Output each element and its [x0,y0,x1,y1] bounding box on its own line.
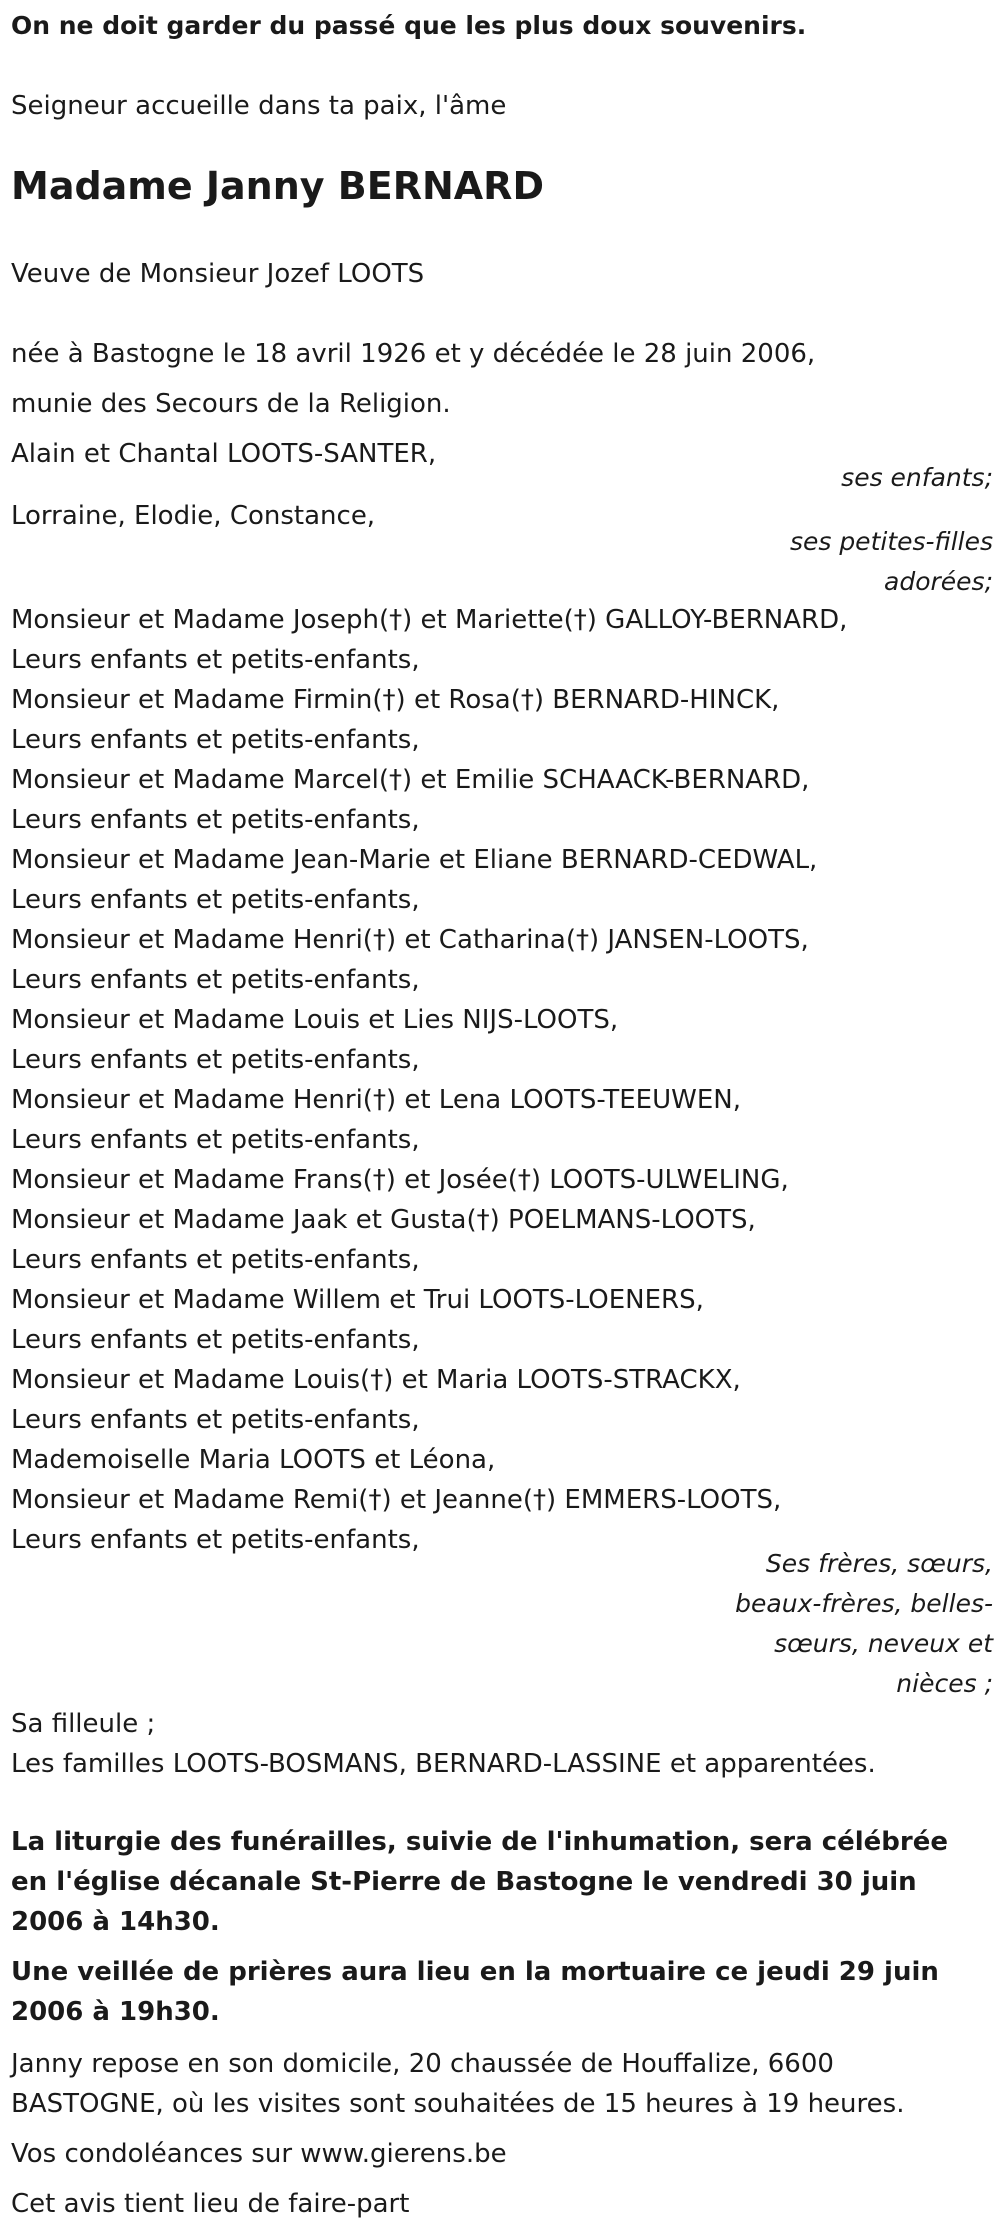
birth-death: née à Bastogne le 18 avril 1926 et y décédée le 28 juin 2006, [11,339,816,369]
religion-line: munie des Secours de la Religion. [11,389,451,419]
list-item: Monsieur et Madame Henri(†) et Catharina(†) JANSEN-LOOTS, [11,925,809,955]
list-item: Monsieur et Madame Joseph(†) et Mariette(†) GALLOY-BERNARD, [11,605,848,635]
list-item: Monsieur et Madame Willem et Trui LOOTS-LOENERS, [11,1285,704,1315]
siblings-role: Ses frères, sœurs, beaux-frères, belles-sœurs, neveux et nièces ; [735,1549,993,1698]
children-names: Alain et Chantal LOOTS-SANTER, [11,439,437,469]
list-item: Monsieur et Madame Jean-Marie et Eliane BERNARD-CEDWAL, [11,845,818,875]
list-item: Monsieur et Madame Marcel(†) et Emilie SCHAACK-BERNARD, [11,765,810,795]
list-item: Monsieur et Madame Jaak et Gusta(†) POELMANS-LOOTS, [11,1205,756,1235]
godchild: Sa filleule ; [11,1709,156,1739]
families: Les familles LOOTS-BOSMANS, BERNARD-LASSINE et apparentées. [11,1749,876,1779]
list-item: Monsieur et Madame Louis et Lies NIJS-LOOTS, [11,1005,619,1035]
notice-line: Cet avis tient lieu de faire-part [11,2189,410,2219]
list-item: Monsieur et Madame Remi(†) et Jeanne(†) EMMERS-LOOTS, [11,1485,782,1515]
grandchildren-names: Lorraine, Elodie, Constance, [11,501,376,531]
relatives-list [11,600,847,1560]
list-item: Leurs enfants et petits-enfants, [11,1245,420,1275]
intro-prayer: Seigneur accueille dans ta paix, l'âme [11,91,507,121]
condolences-line: Vos condoléances sur www.gierens.be [11,2139,507,2169]
list-item: Leurs enfants et petits-enfants, [11,645,420,675]
list-item: Leurs enfants et petits-enfants, [11,805,420,835]
list-item: Monsieur et Madame Frans(†) et Josée(†) LOOTS-ULWELING, [11,1165,789,1195]
funeral-announcement: La liturgie des funérailles, suivie de l'inhumation, sera célébrée en l'église décanale St-Pierre de Bastogne le vendredi 30 juin 2006 à 14h30. [11,1827,948,1937]
epigraph: On ne doit garder du passé que les plus doux souvenirs. [11,11,807,40]
list-item: Leurs enfants et petits-enfants, [11,965,420,995]
list-item: Leurs enfants et petits-enfants, [11,1525,420,1555]
vigil-announcement: Une veillée de prières aura lieu en la mortuaire ce jeudi 29 juin 2006 à 19h30. [11,1957,939,2027]
children-role: ses enfants; [841,463,993,492]
list-item: Leurs enfants et petits-enfants, [11,1045,420,1075]
deceased-name: Madame Janny BERNARD [11,164,544,208]
grandchildren-role: ses petites-filles adorées; [789,527,993,596]
list-item: Leurs enfants et petits-enfants, [11,1125,420,1155]
list-item: Leurs enfants et petits-enfants, [11,1405,420,1435]
list-item: Monsieur et Madame Henri(†) et Lena LOOTS-TEEUWEN, [11,1085,741,1115]
list-item: Monsieur et Madame Louis(†) et Maria LOOTS-STRACKX, [11,1365,741,1395]
list-item: Monsieur et Madame Firmin(†) et Rosa(†) BERNARD-HINCK, [11,685,780,715]
list-item: Leurs enfants et petits-enfants, [11,725,420,755]
list-item: Leurs enfants et petits-enfants, [11,885,420,915]
rest-location: Janny repose en son domicile, 20 chaussée de Houffalize, 6600 BASTOGNE, où les visites sont souhaitées de 15 heures à 19 heures. [11,2049,905,2119]
widow-of: Veuve de Monsieur Jozef LOOTS [11,259,425,289]
list-item: Leurs enfants et petits-enfants, [11,1325,420,1355]
list-item: Mademoiselle Maria LOOTS et Léona, [11,1445,496,1475]
